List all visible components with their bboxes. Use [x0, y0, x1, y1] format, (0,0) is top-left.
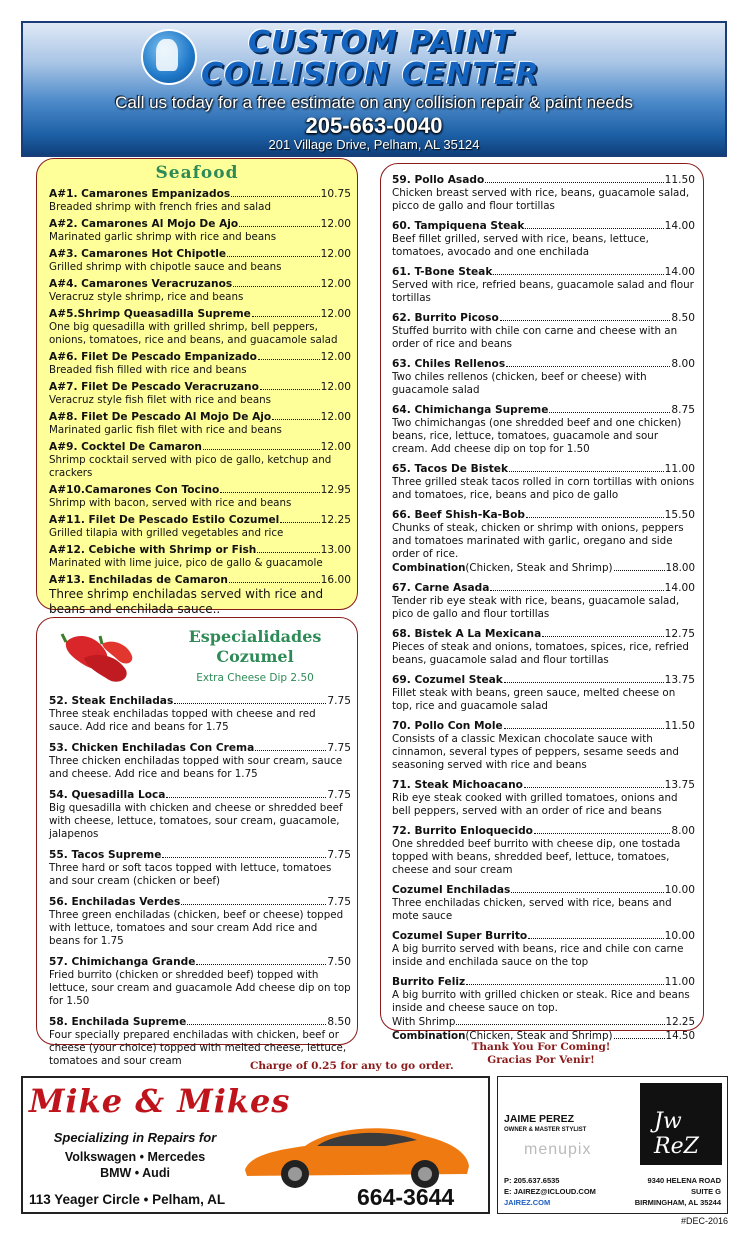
to-go-charge-note: Charge of 0.25 for any to go order. — [250, 1060, 454, 1072]
jaime-ad-name: JAIME PEREZ — [504, 1113, 575, 1125]
brand-line-1: CUSTOM PAINT — [248, 25, 514, 60]
menu-item-price: 8.00 — [671, 358, 695, 370]
combination-detail: (Chicken, Steak and Shrimp) — [465, 1030, 613, 1042]
menu-item-description: Grilled shrimp with chipotle sauce and beans — [49, 261, 282, 273]
menu-item-description: Two chiles rellenos (chicken, beef or cheese) with guacamole salad — [392, 371, 647, 396]
menu-item-name: 57. Chimichanga Grande — [49, 956, 196, 968]
dot-leader — [272, 410, 319, 420]
menu-item-description: Three shrimp enchiladas served with rice and beans and enchilada sauce.. — [49, 587, 324, 616]
menu-item-name: Cozumel Enchiladas — [392, 884, 511, 896]
menu-item — [49, 694, 351, 734]
dot-leader — [504, 673, 664, 683]
dot-leader — [511, 883, 663, 893]
dot-leader — [525, 219, 663, 229]
thanks-english: Thank You For Coming! — [471, 1041, 611, 1053]
menu-item-price: 12.00 — [320, 308, 351, 320]
dot-leader — [493, 265, 663, 275]
menu-item-name: A#12. Cebiche with Shrimp or Fish — [49, 544, 257, 556]
header-phone: 205-663-0040 — [305, 113, 443, 138]
menu-item-heading — [49, 741, 351, 755]
menu-item-heading — [392, 173, 695, 187]
menu-item-description: Marinated garlic fish filet with rice and beans — [49, 424, 282, 436]
menu-item-name: 63. Chiles Rellenos — [392, 358, 506, 370]
menu-item-heading — [49, 1015, 351, 1029]
combination-detail: (Chicken, Steak and Shrimp) — [465, 562, 613, 574]
dot-leader — [257, 543, 319, 553]
dot-leader — [528, 929, 663, 939]
menu-item-price: 8.00 — [671, 825, 695, 837]
menu-item-description: Four specially prepared enchiladas with chicken, beef or cheese (your choice) topped with melted cheese, lettuce, tomatoes and sour cream — [49, 1029, 347, 1067]
menu-item-description: Three steak enchiladas topped with cheese and red sauce. Add rice and beans for 1.75 — [49, 708, 316, 733]
menu-item-heading — [49, 543, 351, 557]
menu-item — [392, 219, 695, 259]
menu-item-description: Marinated garlic shrimp with rice and beans — [49, 231, 277, 243]
menu-item-heading — [392, 357, 695, 371]
menu-item-heading — [49, 694, 351, 708]
menu-item-price: 11.00 — [664, 976, 695, 988]
mike-ad-title: Mike & Mikes — [29, 1082, 291, 1120]
menu-item — [392, 975, 695, 1043]
menu-item-description: Beef fillet grilled, served with rice, beans, lettuce, tomatoes, avocado and one enchilada — [392, 233, 649, 258]
menu-item — [49, 380, 351, 407]
menu-item-heading — [49, 513, 351, 527]
menu-item-heading — [392, 673, 695, 687]
seafood-menu — [49, 187, 351, 620]
sports-car-icon — [235, 1112, 475, 1192]
dot-leader — [227, 247, 320, 257]
combination-label: Combination — [392, 1030, 466, 1042]
dot-leader — [534, 824, 670, 834]
dot-leader — [181, 895, 326, 905]
menu-item-price: 12.00 — [320, 351, 351, 363]
jaime-ad-role: OWNER & MASTER STYLIST — [504, 1127, 587, 1133]
menu-item-name: 65. Tacos De Bistek — [392, 463, 508, 475]
mike-ad-phone: 664-3644 — [357, 1184, 455, 1210]
menu-item — [392, 883, 695, 923]
jaime-perez-ad — [497, 1076, 728, 1214]
menu-item-description: Served with rice, refried beans, guacamole salad and flour tortillas — [392, 279, 694, 304]
menu-item-heading — [49, 247, 351, 261]
menu-item-heading — [392, 627, 695, 641]
menu-item-description: Chunks of steak, chicken or shrimp with onions, peppers and tomatoes marinated with garlic, oregano and side order of rice. — [392, 522, 684, 560]
spray-painter-icon — [141, 29, 197, 85]
menu-item-price: 8.50 — [327, 1016, 351, 1028]
menu-item-name: 53. Chicken Enchiladas Con Crema — [49, 742, 255, 754]
mike-and-mikes-ad — [21, 1076, 490, 1214]
jaime-ad-address — [635, 1175, 721, 1208]
menu-item — [49, 741, 351, 781]
menu-item-price: 14.00 — [664, 582, 695, 594]
menu-item-price: 12.00 — [320, 441, 351, 453]
menu-item-name: 55. Tacos Supreme — [49, 849, 162, 861]
menu-item-description: Three grilled steak tacos rolled in corn tortillas with onions and tomatoes, rice, beans and pico de gallo — [392, 476, 695, 501]
chili-peppers-icon — [56, 622, 138, 688]
menu-item-name: A#9. Cocktel De Camaron — [49, 441, 202, 453]
dot-leader — [549, 403, 670, 413]
menu-item-description: A big burrito with grilled chicken or steak. Rice and beans inside and cheese sauce on top. — [392, 989, 690, 1014]
combination-label: Combination — [392, 562, 466, 574]
menu-item-heading — [49, 277, 351, 291]
menu-item-heading — [49, 380, 351, 394]
menu-item-price: 8.75 — [671, 404, 695, 416]
jaime-logo-text: Jw ReZ — [654, 1109, 699, 1159]
dot-leader — [196, 955, 326, 965]
menu-item-name: A#13. Enchiladas de Camaron — [49, 574, 228, 586]
dot-leader — [255, 741, 326, 751]
especialidades-title-line1: Especialidades — [188, 627, 322, 646]
menu-item-name: 70. Pollo Con Mole — [392, 720, 503, 732]
menu-item-name: A#5.Shrimp Queasadilla Supreme — [49, 308, 251, 320]
menu-item-description: Marinated with lime juice, pico de gallo & guacamole — [49, 557, 323, 569]
menu-item-price: 7.75 — [327, 789, 351, 801]
dot-leader — [280, 513, 319, 523]
menu-item-name: 66. Beef Shish-Ka-Bob — [392, 509, 525, 521]
menu-item-description: Fried burrito (chicken or shredded beef) topped with lettuce, sour cream and guacamole Add cheese dip on top for 1.50 — [49, 969, 351, 1007]
menu-item — [392, 265, 695, 305]
menu-item-heading — [392, 462, 695, 476]
mike-ad-specializing: Specializing in Repairs for — [53, 1130, 217, 1145]
menu-item-heading — [49, 788, 351, 802]
menu-item — [392, 357, 695, 397]
menu-item-heading — [392, 929, 695, 943]
dot-leader — [542, 627, 663, 637]
header-ad — [21, 21, 727, 157]
menu-item-description: Two chimichangas (one shredded beef and one chicken) beans, rice, lettuce, tomatoes, guacamole and sour cream. Add cheese dip on top for 1.50 — [392, 417, 682, 455]
menu-item-description: Big quesadilla with chicken and cheese or shredded beef with cheese, lettuce, tomatoes, sour cream, guacamole, jalapenos — [49, 802, 343, 840]
menu-item — [49, 247, 351, 274]
menu-item-name: A#8. Filet De Pescado Al Mojo De Ajo — [49, 411, 272, 423]
menu-item-heading — [49, 350, 351, 364]
menu-item-description: One shredded beef burrito with cheese dip, one tostada topped with beans, shredded beef, lettuce, tomatoes, cheese and sour cream — [392, 838, 681, 876]
dot-leader — [220, 483, 319, 493]
jaime-ad-addr3: BIRMINGHAM, AL 35244 — [634, 1198, 721, 1207]
menu-item-description: Shrimp cocktail served with pico de gallo, ketchup and crackers — [49, 454, 332, 479]
menu-item-price: 12.95 — [320, 484, 351, 496]
menu-item — [392, 462, 695, 502]
menu-item-price: 10.00 — [664, 930, 695, 942]
menu-item-heading — [49, 895, 351, 909]
option-price: 12.25 — [665, 1016, 695, 1028]
dot-leader — [485, 173, 663, 183]
menu-item — [49, 307, 351, 347]
menu-item-description: Breaded fish filled with rice and beans — [49, 364, 247, 376]
menu-item — [392, 719, 695, 772]
menu-item-name: 61. T-Bone Steak — [392, 266, 493, 278]
dot-leader — [229, 573, 320, 583]
menu-item-price: 7.75 — [327, 849, 351, 861]
menu-item-heading — [49, 573, 351, 587]
menu-item — [392, 673, 695, 713]
dot-leader — [504, 719, 664, 729]
jaime-ad-phone: P: 205.637.6535 — [504, 1176, 560, 1185]
menu-item-description: Breaded shrimp with french fries and salad — [49, 201, 272, 213]
menu-item-price: 13.75 — [664, 674, 695, 686]
menu-item-price: 7.75 — [327, 742, 351, 754]
dot-leader — [258, 350, 320, 360]
dot-leader — [509, 462, 664, 472]
dot-leader — [166, 788, 326, 798]
menu-item-name: A#4. Camarones Veracruzanos — [49, 278, 233, 290]
mike-ad-brands-1: Volkswagen • Mercedes — [64, 1150, 206, 1164]
menu-item-name: Cozumel Super Burrito — [392, 930, 528, 942]
dot-leader — [162, 848, 326, 858]
menu-item-price: 7.50 — [327, 956, 351, 968]
menu-item-name: 64. Chimichanga Supreme — [392, 404, 549, 416]
menu-item-combination — [392, 561, 695, 575]
dot-leader — [490, 581, 663, 591]
entrees-menu — [392, 173, 695, 1049]
menu-item-name: A#1. Camarones Empanizados — [49, 188, 231, 200]
menu-item — [49, 277, 351, 304]
menu-item-price: 12.00 — [320, 248, 351, 260]
menu-item-name: 67. Carne Asada — [392, 582, 490, 594]
dot-leader — [239, 217, 319, 227]
jaime-ad-email: E: JAIREZ@ICLOUD.COM — [504, 1187, 596, 1196]
menu-item-heading — [392, 219, 695, 233]
menu-item-price: 12.00 — [320, 411, 351, 423]
menu-item — [392, 581, 695, 621]
menu-item-price: 14.00 — [664, 266, 695, 278]
jaime-ad-website[interactable]: JAIREZ.COM — [504, 1198, 551, 1207]
menu-item — [49, 788, 351, 841]
dot-leader — [466, 975, 664, 985]
header-tagline: Call us today for a free estimate on any collision repair & paint needs — [115, 93, 633, 112]
menu-item — [49, 350, 351, 377]
menu-item-heading — [392, 508, 695, 522]
menu-item-description: Pieces of steak and onions, tomatoes, spices, rice, refried beans, guacamole salad and flour tortillas — [392, 641, 689, 666]
menu-item-heading — [392, 778, 695, 792]
dot-leader — [233, 277, 320, 287]
menu-item — [49, 573, 351, 617]
menu-item-heading — [49, 217, 351, 231]
menu-item-heading — [49, 483, 351, 497]
option-label: With Shrimp — [392, 1016, 456, 1028]
menu-item-price: 16.00 — [320, 574, 351, 586]
menu-item-heading — [49, 187, 351, 201]
menu-item-heading — [49, 440, 351, 454]
menu-item — [49, 410, 351, 437]
menu-item-price: 12.75 — [664, 628, 695, 640]
dot-leader — [500, 311, 671, 321]
menu-item — [392, 173, 695, 213]
menu-item-name: A#6. Filet De Pescado Empanizado — [49, 351, 257, 363]
dot-leader — [526, 508, 664, 518]
menu-item-price: 7.75 — [327, 896, 351, 908]
menu-item-name: 52. Steak Enchiladas — [49, 695, 174, 707]
menu-item-heading — [49, 410, 351, 424]
menu-item-option — [392, 1015, 695, 1029]
menu-item-description: One big quesadilla with grilled shrimp, bell peppers, onions, tomatoes, rice and beans, and guacamole salad — [49, 321, 338, 346]
menu-item-heading — [392, 719, 695, 733]
menu-item-price: 11.50 — [664, 174, 695, 186]
menu-item-description: Three enchiladas chicken, served with rice, beans and mote sauce — [392, 897, 672, 922]
dot-leader — [506, 357, 670, 367]
menu-item — [392, 508, 695, 575]
menu-item-description: Veracruz style shrimp, rice and beans — [49, 291, 244, 303]
menu-item — [49, 955, 351, 1008]
dot-leader — [252, 307, 320, 317]
menu-item-heading — [49, 955, 351, 969]
menu-item-price: 14.00 — [664, 220, 695, 232]
menu-item — [392, 929, 695, 969]
menu-item — [392, 403, 695, 456]
menu-item-name: 56. Enchiladas Verdes — [49, 896, 181, 908]
menu-item-price: 10.00 — [664, 884, 695, 896]
especialidades-title — [160, 627, 350, 667]
menu-item — [49, 217, 351, 244]
brand-line-2: COLLISION CENTER — [201, 57, 540, 92]
menu-item-description: Fillet steak with beans, green sauce, melted cheese on top, rice and guacamole salad — [392, 687, 676, 712]
combination-price: 14.50 — [665, 1030, 695, 1042]
menu-item-description: Three hard or soft tacos topped with lettuce, tomatoes and sour cream (chicken or beef) — [49, 862, 332, 887]
menu-item — [392, 627, 695, 667]
menu-item-price: 13.00 — [320, 544, 351, 556]
menu-item-price: 15.50 — [664, 509, 695, 521]
menu-item — [49, 187, 351, 214]
menu-item — [392, 778, 695, 818]
menu-item-heading — [49, 848, 351, 862]
menu-item-description: Stuffed burrito with chile con carne and cheese with an order of rice and beans — [392, 325, 678, 350]
menu-item-heading — [392, 403, 695, 417]
menu-item — [49, 848, 351, 888]
menu-item-description: Veracruz style fish filet with rice and beans — [49, 394, 272, 406]
menu-item-price: 12.00 — [320, 278, 351, 290]
menu-item-name: 54. Quesadilla Loca — [49, 789, 166, 801]
menu-item-name: 58. Enchilada Supreme — [49, 1016, 187, 1028]
menu-item-description: Consists of a classic Mexican chocolate sauce with cinnamon, several types of peppers, sesame seeds and seasoning served with rice and beans — [392, 733, 679, 771]
menu-item-heading — [392, 975, 695, 989]
menu-item — [392, 824, 695, 877]
menu-item-price: 8.50 — [671, 312, 695, 324]
menu-item-name: 71. Steak Michoacano — [392, 779, 523, 791]
menu-item-name: A#7. Filet De Pescado Veracruzano — [49, 381, 259, 393]
jaime-ad-logo — [640, 1083, 722, 1165]
header-address: 201 Village Drive, Pelham, AL 35124 — [268, 137, 480, 152]
jaime-ad-addr2: SUITE G — [690, 1187, 721, 1196]
menu-item-heading — [392, 311, 695, 325]
menu-item-price: 10.75 — [320, 188, 351, 200]
especialidades-menu — [49, 694, 351, 1075]
menu-item-name: 60. Tampiquena Steak — [392, 220, 525, 232]
menu-item-name: 62. Burrito Picoso — [392, 312, 499, 324]
mike-ad-brands-2: BMW • Audi — [100, 1166, 170, 1180]
menu-item — [49, 440, 351, 480]
dot-leader — [524, 778, 664, 788]
mike-ad-address: 113 Yeager Circle • Pelham, AL — [29, 1192, 226, 1207]
jaime-ad-contact — [504, 1175, 596, 1208]
menu-item-price: 11.50 — [664, 720, 695, 732]
dot-leader — [456, 1015, 664, 1025]
dot-leader — [187, 1015, 326, 1025]
dot-leader — [614, 1029, 665, 1039]
menu-item-name: A#2. Camarones Al Mojo De Ajo — [49, 218, 239, 230]
menu-item-price: 12.00 — [320, 218, 351, 230]
especialidades-title-line2: Cozumel — [216, 647, 294, 666]
jaime-ad-addr1: 9340 HELENA ROAD — [647, 1176, 721, 1185]
menu-item-heading — [392, 824, 695, 838]
menu-item-name: 69. Cozumel Steak — [392, 674, 503, 686]
menu-item-name: 72. Burrito Enloquecido — [392, 825, 533, 837]
footer-code: #DEC-2016 — [680, 1216, 728, 1226]
dot-leader — [231, 187, 320, 197]
menu-item-name: A#3. Camarones Hot Chipotle — [49, 248, 227, 260]
menu-item-name: 59. Pollo Asado — [392, 174, 485, 186]
menu-item-price: 13.75 — [664, 779, 695, 791]
dot-leader — [203, 440, 320, 450]
dot-leader — [174, 694, 326, 704]
menu-item-name: A#10.Camarones Con Tocino — [49, 484, 220, 496]
menu-item — [49, 483, 351, 510]
menu-item — [49, 513, 351, 540]
menu-item-description: Chicken breast served with rice, beans, guacamole salad, picco de gallo and flour tortillas — [392, 187, 690, 212]
menu-item-price: 7.75 — [327, 695, 351, 707]
extra-cheese-note: Extra Cheese Dip 2.50 — [196, 672, 314, 684]
menu-item — [49, 543, 351, 570]
menu-item-description: Tender rib eye steak with rice, beans, guacamole salad, pico de gallo and flour tortillas — [392, 595, 680, 620]
menupix-watermark: menupix — [524, 1141, 592, 1158]
menu-item-description: Grilled tilapia with grilled vegetables and rice — [49, 527, 284, 539]
menu-item — [49, 895, 351, 948]
menu-item-description: Three green enchiladas (chicken, beef or cheese) topped with lettuce, tomatoes and sour cream Add rice and beans for 1.75 — [49, 909, 344, 947]
menu-item-heading — [392, 265, 695, 279]
menu-item-price: 12.00 — [320, 381, 351, 393]
menu-item-name: A#11. Filet De Pescado Estilo Cozumel — [49, 514, 280, 526]
combination-price: 18.00 — [665, 562, 695, 574]
thanks-spanish: Gracias Por Venir! — [487, 1054, 595, 1066]
menu-item-description: Three chicken enchiladas topped with sour cream, sauce and cheese. Add rice and beans for 1.75 — [49, 755, 343, 780]
menu-item — [392, 311, 695, 351]
menu-item-description: Rib eye steak cooked with grilled tomatoes, onions and bell peppers, served with an order of rice and beans — [392, 792, 678, 817]
menu-item-name: Burrito Feliz — [392, 976, 466, 988]
menu-item-price: 12.25 — [320, 514, 351, 526]
menu-item-description: A big burrito served with beans, rice and chile con carne inside and enchilada sauce on the top — [392, 943, 684, 968]
menu-item-heading — [49, 307, 351, 321]
dot-leader — [260, 380, 320, 390]
menu-item-heading — [392, 883, 695, 897]
menu-item-heading — [392, 581, 695, 595]
seafood-title: Seafood — [155, 163, 239, 183]
dot-leader — [614, 561, 665, 571]
menu-item-price: 11.00 — [664, 463, 695, 475]
menu-item-description: Shrimp with bacon, served with rice and beans — [49, 497, 292, 509]
menu-item-name: 68. Bistek A La Mexicana — [392, 628, 542, 640]
